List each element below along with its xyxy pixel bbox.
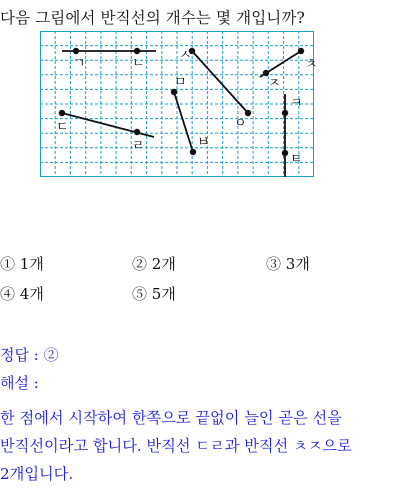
explanation-line: 한 점에서 시작하여 한쪽으로 끝없이 늘인 곧은 선을 bbox=[0, 409, 342, 427]
point-k bbox=[282, 110, 288, 116]
point-n bbox=[134, 48, 140, 54]
choice-5[interactable] bbox=[132, 283, 176, 304]
explanation-line: 반직선이라고 합니다. 반직선 ㄷㄹ과 반직선 ㅊㅈ으로 bbox=[0, 437, 352, 455]
label-r: ㄹ bbox=[132, 139, 145, 154]
choice-text: 4개 bbox=[19, 285, 44, 303]
label-g: ㄱ bbox=[73, 56, 86, 71]
explanation-body bbox=[0, 404, 400, 488]
choice-mark: ① bbox=[0, 255, 16, 273]
choice-text: 1개 bbox=[19, 255, 44, 273]
label-n: ㄴ bbox=[132, 56, 145, 71]
choice-3[interactable] bbox=[266, 253, 310, 274]
label-j: ㅈ bbox=[268, 76, 281, 91]
point-ch bbox=[298, 48, 304, 54]
choice-text: 5개 bbox=[151, 285, 176, 303]
label-o: ㅇ bbox=[234, 116, 247, 131]
figure-svg bbox=[40, 31, 318, 177]
explanation-line: 2개입니다. bbox=[0, 465, 74, 483]
point-b bbox=[190, 149, 196, 155]
choice-text: 2개 bbox=[151, 255, 176, 273]
answer-value: ② bbox=[43, 346, 59, 364]
label-d: ㄷ bbox=[56, 120, 69, 135]
question-text: 다음 그림에서 반직선의 개수는 몇 개입니까? bbox=[0, 9, 305, 27]
point-d bbox=[59, 110, 65, 116]
answer-label: 정답 : bbox=[0, 346, 39, 364]
choice-mark: ④ bbox=[0, 285, 16, 303]
choice-mark: ③ bbox=[266, 255, 282, 273]
choice-2[interactable] bbox=[132, 253, 176, 274]
answer-line bbox=[0, 344, 59, 365]
explanation-heading: 해설 : bbox=[0, 374, 39, 392]
choice-4[interactable] bbox=[0, 283, 44, 304]
label-t: ㅌ bbox=[290, 152, 303, 167]
label-s: ㅅ bbox=[179, 48, 192, 63]
point-t bbox=[282, 150, 288, 156]
choice-text: 3개 bbox=[285, 255, 310, 273]
choice-mark: ② bbox=[132, 255, 148, 273]
label-m: ㅁ bbox=[174, 75, 187, 90]
label-b: ㅂ bbox=[197, 135, 210, 150]
choice-1[interactable] bbox=[0, 253, 44, 274]
label-k: ㅋ bbox=[290, 96, 303, 111]
choice-mark: ⑤ bbox=[132, 285, 148, 303]
label-ch: ㅊ bbox=[305, 57, 318, 72]
point-g bbox=[73, 48, 79, 54]
figure-grid bbox=[40, 31, 318, 181]
point-r bbox=[134, 129, 140, 135]
